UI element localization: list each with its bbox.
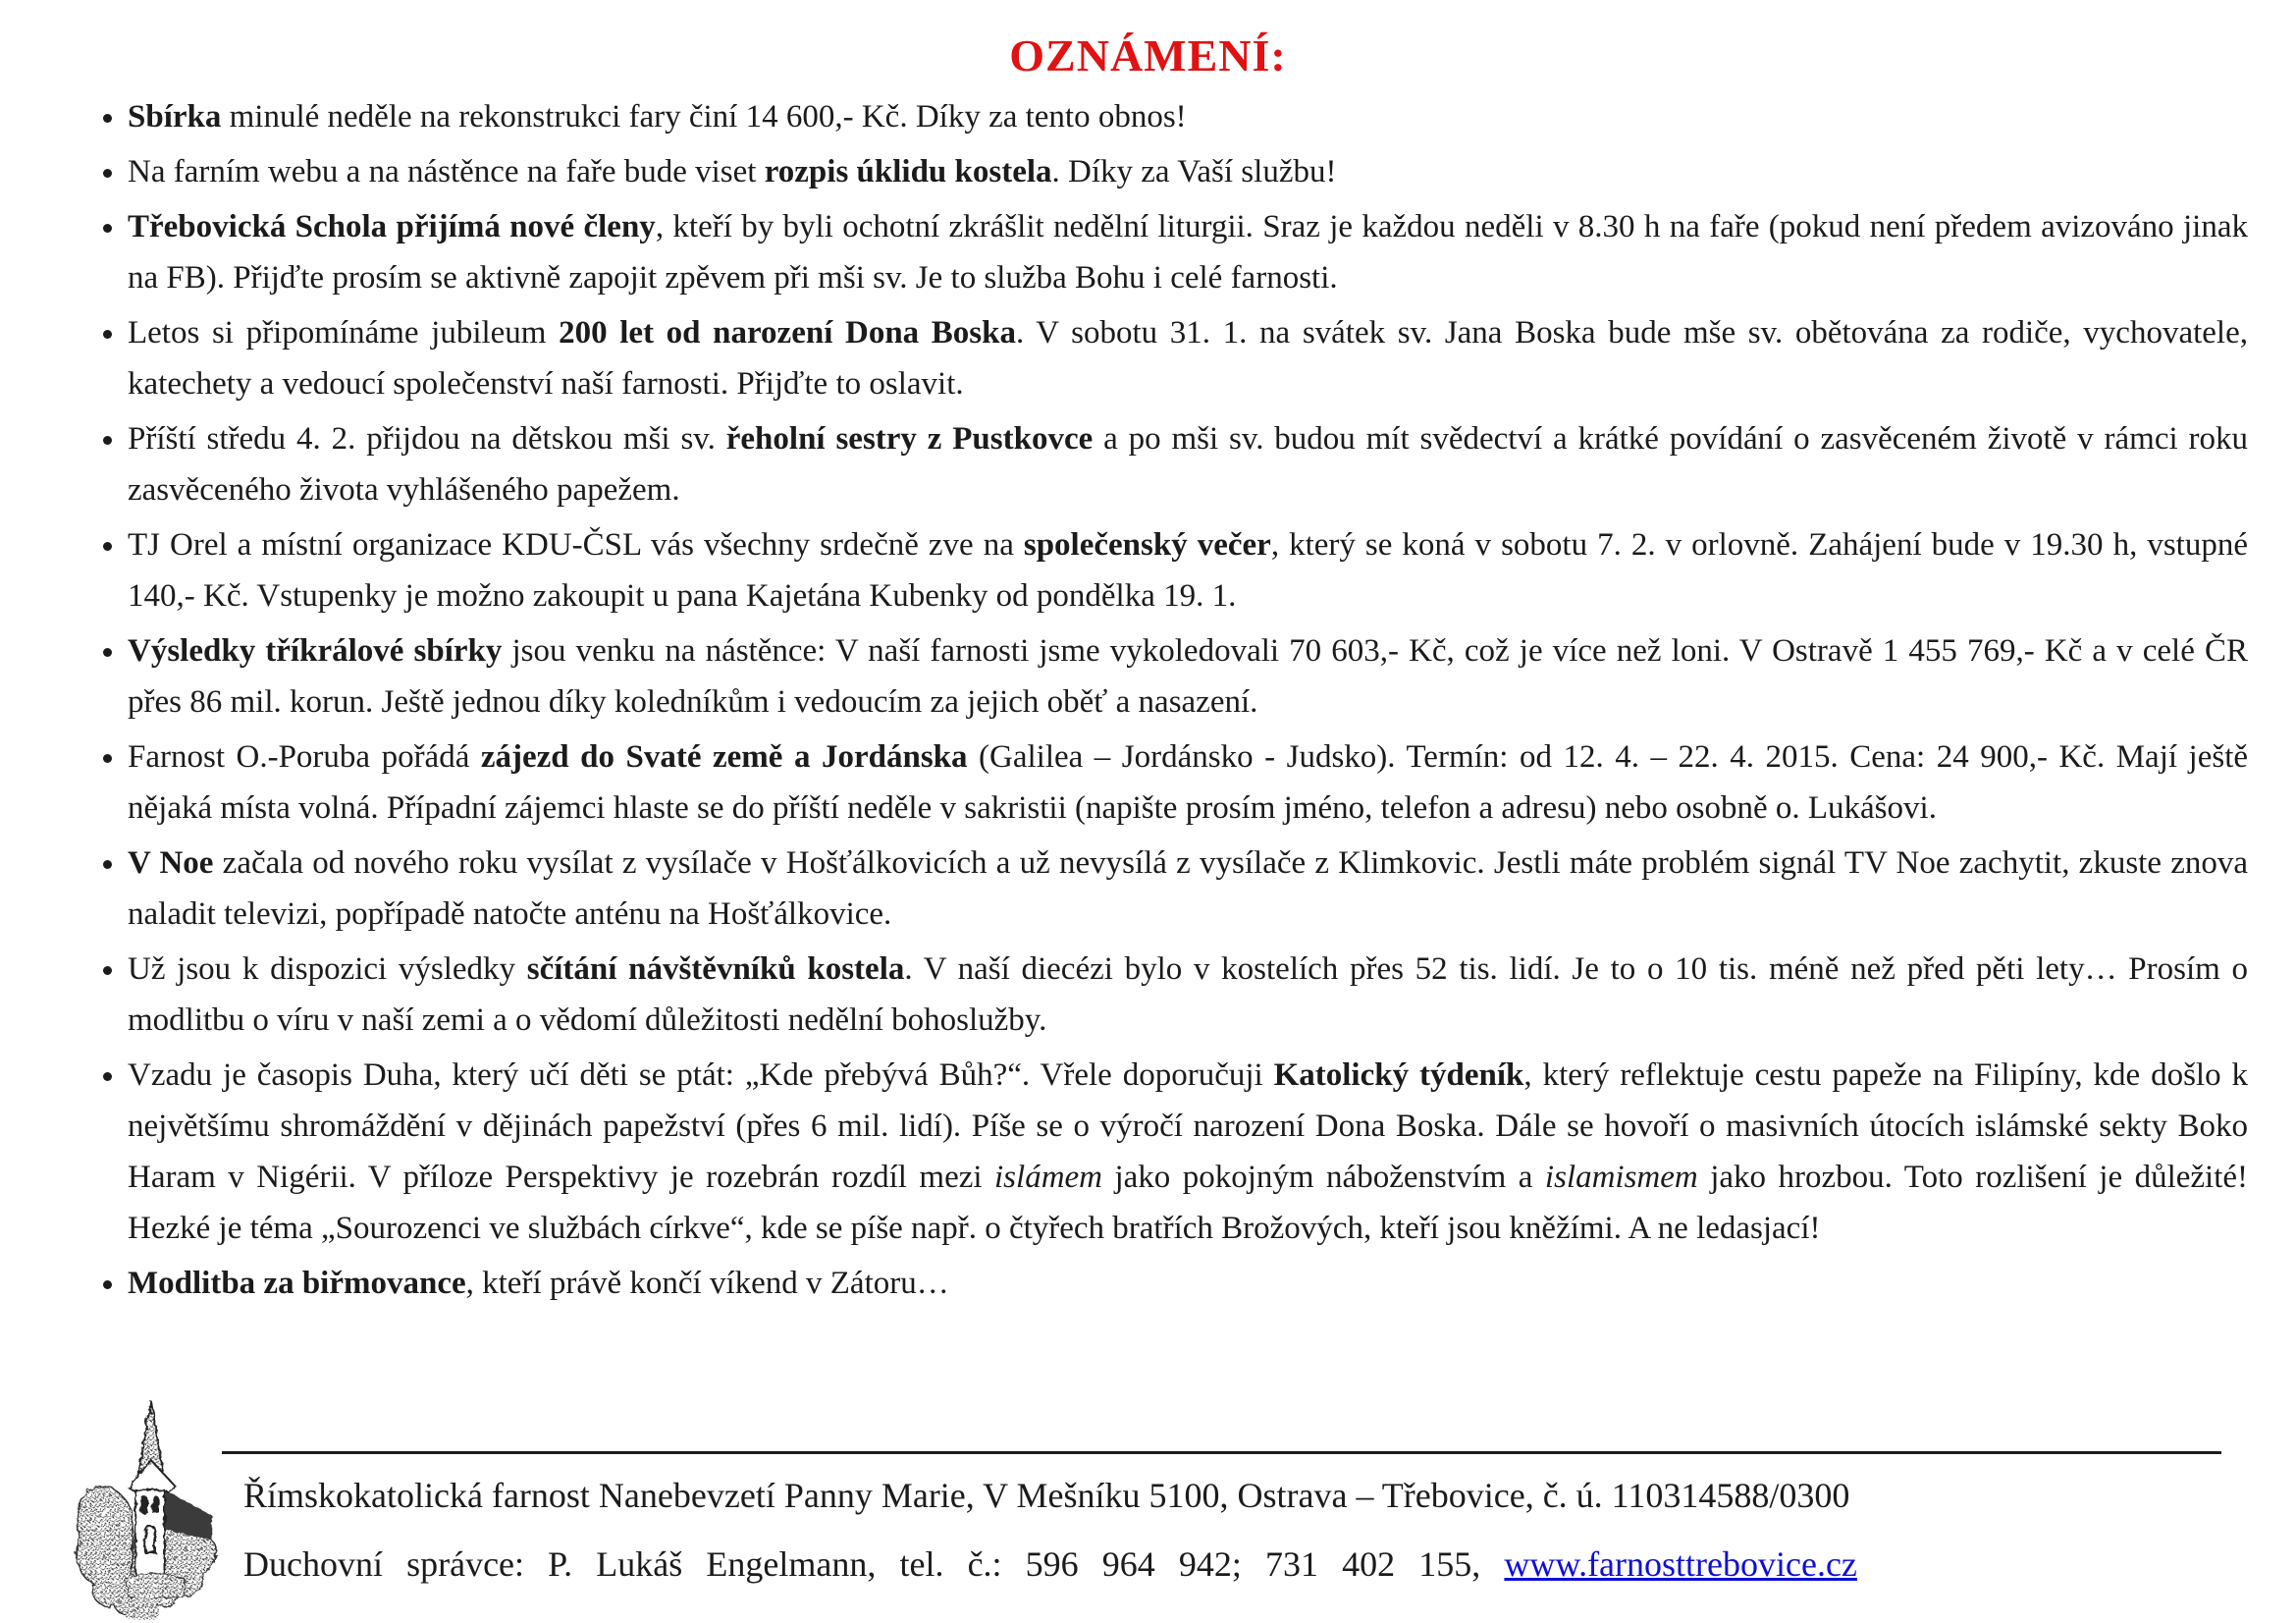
announcement-list bbox=[0, 91, 2296, 1309]
page-title: OZNÁMENÍ: bbox=[1009, 30, 1287, 81]
footer-divider bbox=[222, 1451, 2221, 1454]
announcement-item: • Výsledky tříkrálové sbírky jsou venku na nástěnce: V naší farnosti jsme vykoledovali 70 603,- Kč, což je více než loni. V Ostravě 1 455 769,- Kč a v celé ČR přes 86 mil. korun. Ještě jednou díky koledníkům i vedoucím za jejich oběť a nasazení. bbox=[128, 625, 2248, 728]
announcement-item: • Farnost O.-Poruba pořádá zájezd do Svaté země a Jordánska (Galilea – Jordánsko - Judsko). Termín: od 12. 4. – 22. 4. 2015. Cena: 24 900,- Kč. Mají ještě nějaká místa volná. Případní zájemci hlaste se do příští neděle v sakristii (napište prosím jméno, telefon a adresu) nebo osobně o. Lukášovi. bbox=[128, 731, 2248, 834]
announcement-item: • Sbírka minulé neděle na rekonstrukci fary činí 14 600,- Kč. Díky za tento obnos! bbox=[128, 91, 2248, 142]
footer bbox=[69, 1392, 2296, 1623]
announcement-item: • V Noe začala od nového roku vysílat z vysílače v Hošťálkovicích a už nevysílá z vysílače z Klimkovic. Jestli máte problém signál TV Noe zachytit, zkuste znova naladit televizi, popřípadě natočte anténu na Hošťálkovice. bbox=[128, 838, 2248, 940]
church-etching-icon bbox=[69, 1392, 222, 1623]
footer-contact-info bbox=[222, 1542, 2221, 1586]
announcement-item: • Letos si připomínáme jubileum 200 let od narození Dona Boska. V sobotu 31. 1. na svátek sv. Jana Boska bude mše sv. obětována za rodiče, vychovatele, katechety a vedoucí společenství naší farnosti. Přijďte to oslavit. bbox=[128, 307, 2248, 409]
announcement-item: • TJ Orel a místní organizace KDU-ČSL vás všechny srdečně zve na společenský večer, který se koná v sobotu 7. 2. v orlovně. Zahájení bude v 19.30 h, vstupné 140,- Kč. Vstupenky je možno zakoupit u pana Kajetána Kubenky od pondělka 19. 1. bbox=[128, 519, 2248, 622]
announcement-item: • Příští středu 4. 2. přijdou na dětskou mši sv. řeholní sestry z Pustkovce a po mši sv. budou mít svědectví a krátké povídání o zasvěceném životě v rámci roku zasvěceného života vyhlášeného papežem. bbox=[128, 413, 2248, 515]
announcement-item: • Vzadu je časopis Duha, který učí děti se ptát: „Kde přebývá Bůh?“. Vřele doporučuji Katolický týdeník, který reflektuje cestu papeže na Filipíny, kde došlo k největšímu shromáždění v dějinách papežství (přes 6 mil. lidí). Píše se o výročí narození Dona Boska. Dále se hovoří o masivních útocích islámské sekty Boko Haram v Nigérii. V příloze Perspektivy je rozebrán rozdíl mezi islámem jako pokojným náboženstvím a islamismem jako hrozbou. Toto rozlišení je důležité! Hezké je téma „Sourozenci ve službách církve“, kde se píše např. o čtyřech bratřích Brožových, kteří jsou kněžími. A ne ledasjací! bbox=[128, 1050, 2248, 1254]
announcement-item: • Modlitba za biřmovance, kteří právě končí víkend v Zátoru… bbox=[128, 1258, 2248, 1309]
footer-text-block bbox=[222, 1392, 2296, 1586]
footer-contact-text: Duchovní správce: P. Lukáš Engelmann, tel. č.: 596 964 942; 731 402 155, bbox=[243, 1544, 1481, 1584]
announcement-item: • Na farním webu a na nástěnce na faře bude viset rozpis úklidu kostela. Díky za Vaší službu! bbox=[128, 146, 2248, 197]
footer-parish-info: Římskokatolická farnost Nanebevzetí Panny Marie, V Mešníku 5100, Ostrava – Třebovice, č. ú. 110314588/0300 bbox=[243, 1476, 1850, 1515]
announcement-item: • Už jsou k dispozici výsledky sčítání návštěvníků kostela. V naší diecézi bylo v kostelích přes 52 tis. lidí. Je to o 10 tis. méně než před pěti lety… Prosím o modlitbu o víru v naší zemi a o vědomí důležitosti nedělní bohoslužby. bbox=[128, 944, 2248, 1046]
parish-website-link[interactable]: www.farnosttrebovice.cz bbox=[1504, 1544, 1857, 1584]
announcement-item: • Třebovická Schola přijímá nové členy, kteří by byli ochotní zkrášlit nedělní liturgii. Sraz je každou neděli v 8.30 h na faře (pokud není předem avizováno jinak na FB). Přijďte prosím se aktivně zapojit zpěvem při mši sv. Je to služba Bohu i celé farnosti. bbox=[128, 201, 2248, 303]
